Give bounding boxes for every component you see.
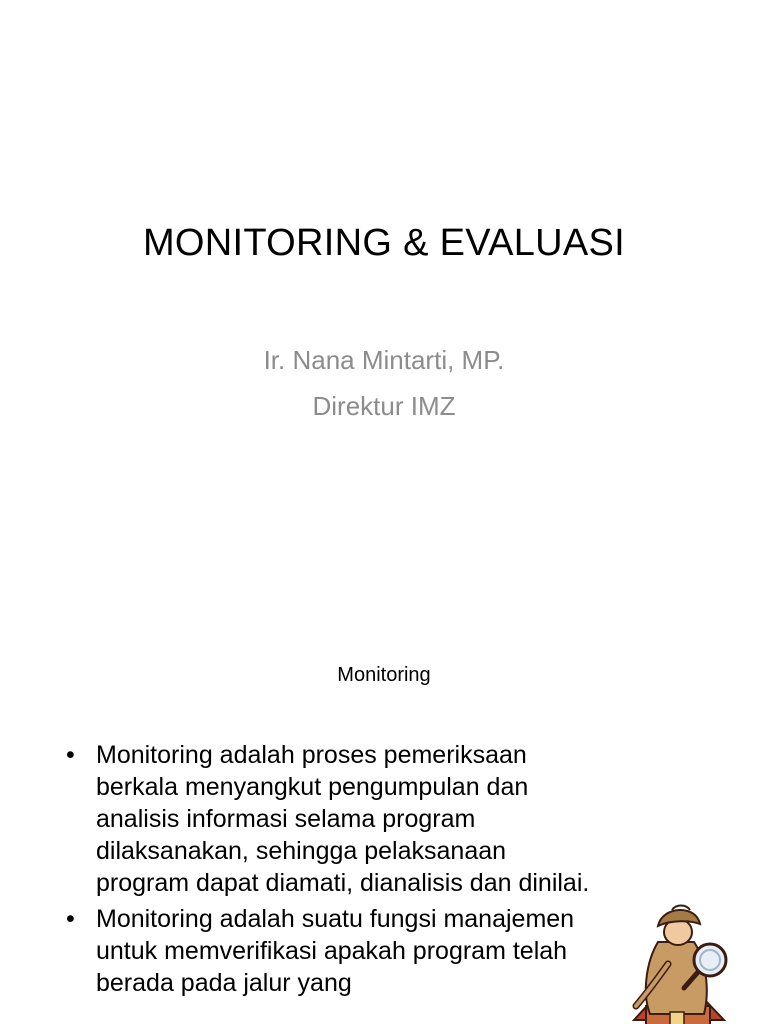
content-slide-title: Monitoring bbox=[337, 664, 431, 686]
subtitle-line-role: Direktur IMZ bbox=[312, 391, 456, 421]
slide-subtitle bbox=[0, 337, 768, 429]
content-slide bbox=[0, 576, 768, 1024]
detective-magnifier-icon bbox=[606, 902, 756, 1024]
slide-title: MONITORING & EVALUASI bbox=[142, 222, 626, 264]
bullet-item: • Monitoring adalah proses pemeriksaan berkala menyangkut pengumpulan dan analisis informasi selama program dilaksanakan, sehingga pelaksanaan program dapat diamati, dianalisis dan dinilai. bbox=[64, 739, 604, 899]
bullet-item: • Monitoring adalah suatu fungsi manajemen untuk memverifikasi apakah program telah berada pada jalur yang bbox=[64, 903, 604, 999]
subtitle-line-author: Ir. Nana Mintarti, MP. bbox=[263, 345, 505, 375]
bullet-list bbox=[64, 739, 604, 1003]
